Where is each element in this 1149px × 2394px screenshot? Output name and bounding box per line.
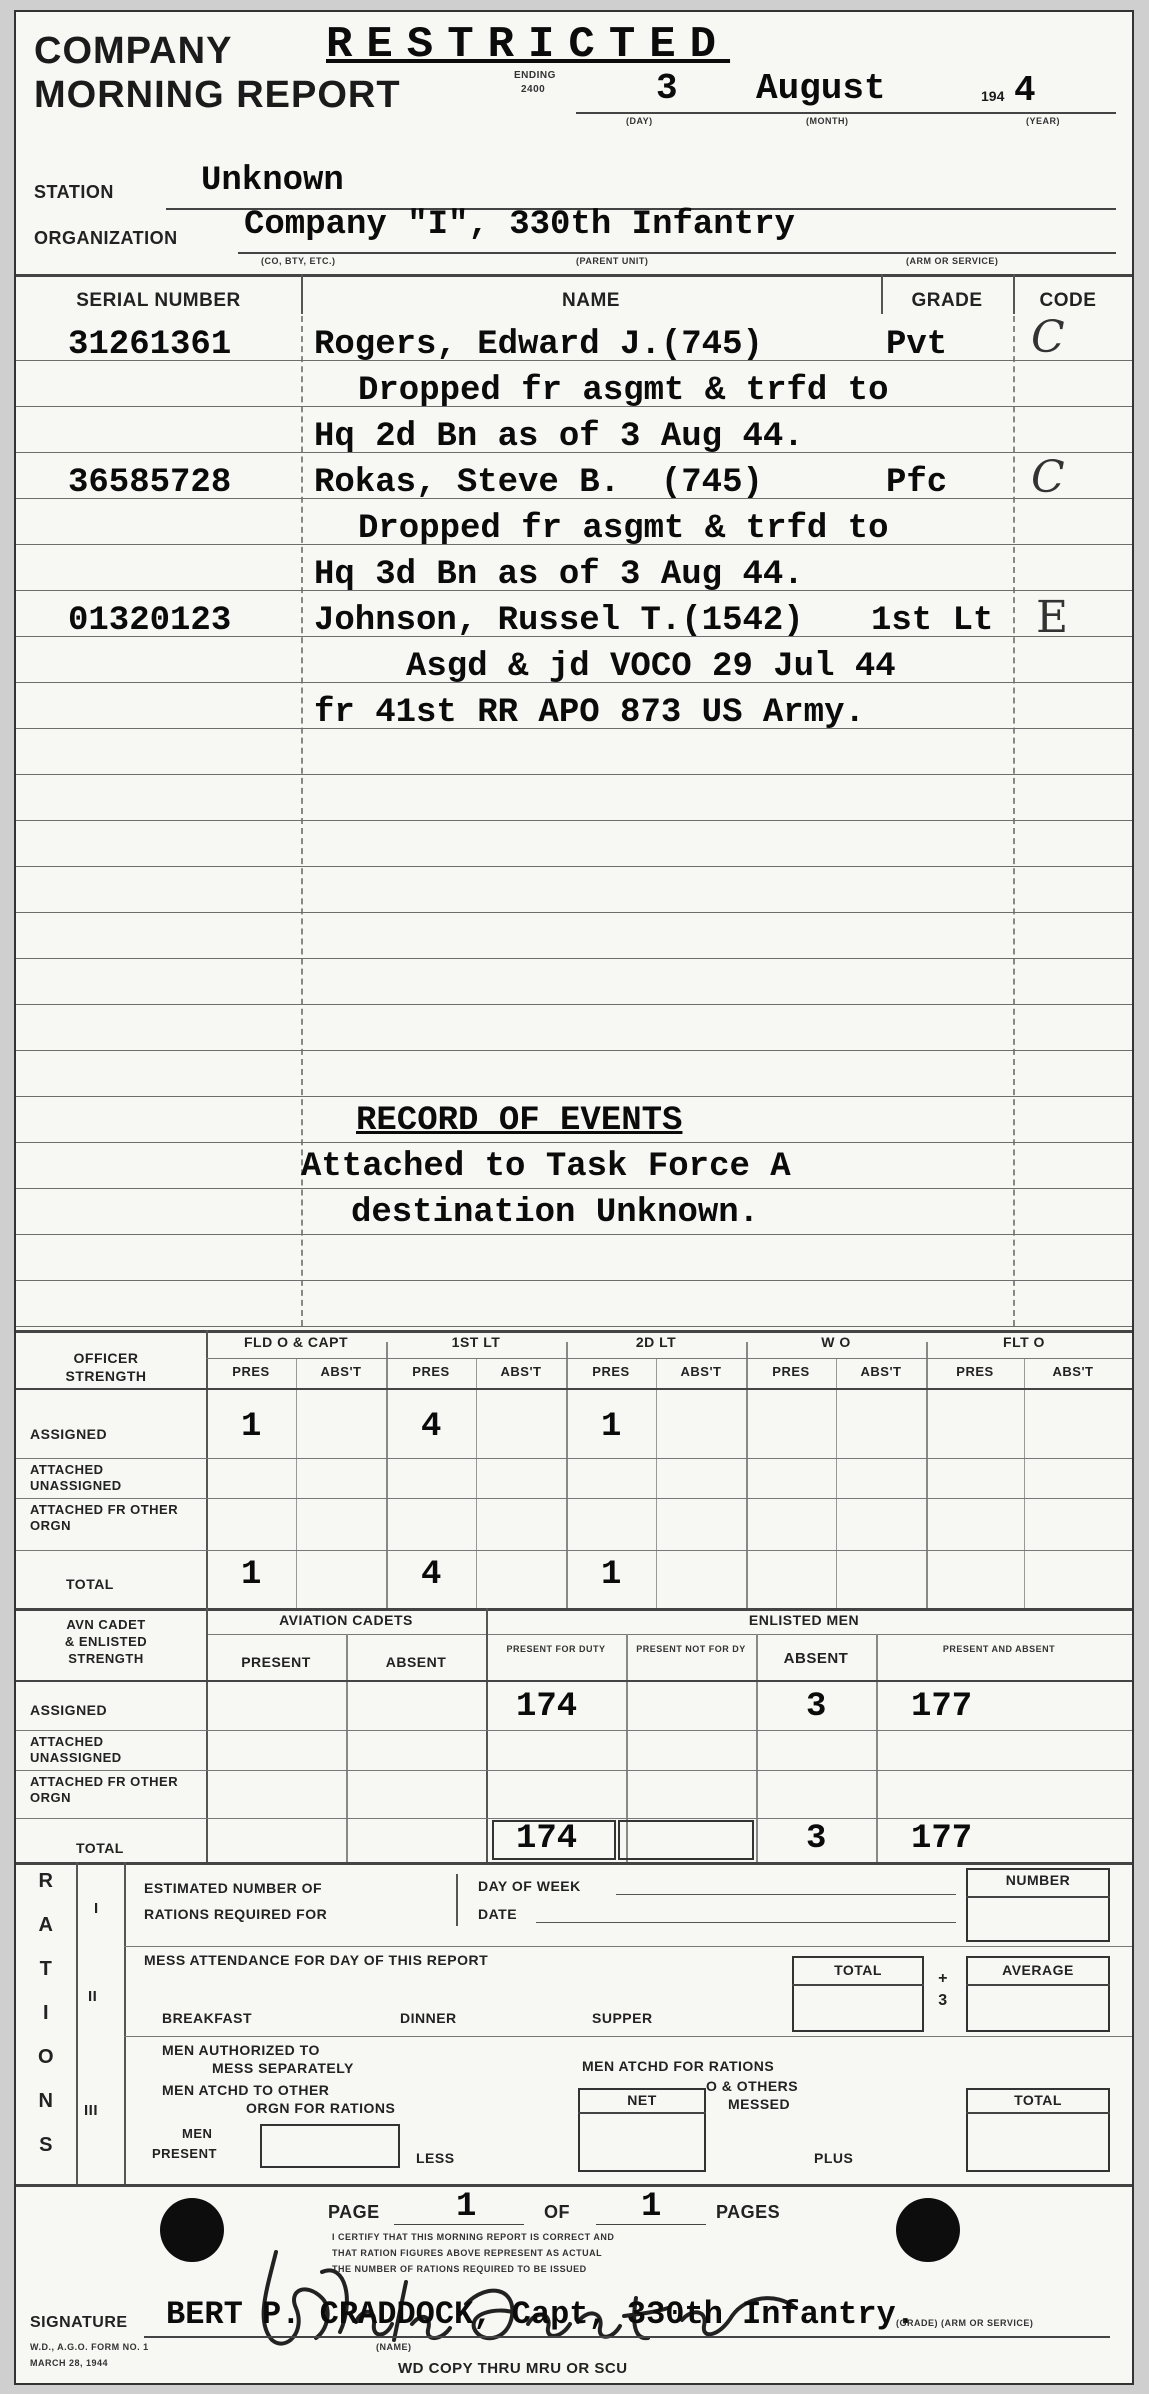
o-others-line-2: MESSED — [728, 2096, 791, 2112]
code-header: CODE — [1039, 290, 1097, 311]
entry-name-3: Johnson, Russel T.(1542) — [314, 602, 804, 640]
net-label: NET — [627, 2092, 657, 2108]
officer-mid-divider — [476, 1358, 477, 1608]
record-of-events-heading: RECORD OF EVENTS — [356, 1102, 683, 1140]
enlisted-row-attached-fr: ATTACHED FR OTHER ORGN — [30, 1774, 179, 1805]
pres-subheader: PRES — [412, 1364, 450, 1379]
certify-line-3: THE NUMBER OF RATIONS REQUIRED TO BE ISSUED — [332, 2264, 587, 2274]
o-others-line-1: O & OTHERS — [706, 2078, 799, 2094]
rations-side-letter: T — [39, 1958, 53, 1980]
rations-side-letter: N — [38, 2090, 54, 2112]
breakfast-label: BREAKFAST — [162, 2010, 253, 2026]
men-atchd-rations: MEN ATCHD FOR RATIONS — [582, 2058, 775, 2074]
enlisted-row-total: TOTAL — [76, 1840, 124, 1856]
present-not-for-duty-header: PRESENT NOT FOR DY — [636, 1644, 746, 1654]
ruled-line — [16, 1096, 1132, 1097]
classification-stamp: RESTRICTED — [326, 20, 731, 70]
officer-assigned-fld-pres: 1 — [241, 1408, 262, 1446]
signer-hint-grade: (GRADE) (ARM OR SERVICE) — [896, 2318, 1034, 2328]
month-hint: (MONTH) — [806, 116, 849, 126]
report-year-digit: 4 — [1014, 70, 1036, 111]
men-atchd-other-line-1: MEN ATCHD TO OTHER — [162, 2082, 330, 2098]
men-authorized-line-2: MESS SEPARATELY — [212, 2060, 354, 2076]
abst-subheader: ABS'T — [860, 1364, 902, 1379]
form-title-company: COMPANY — [34, 30, 233, 72]
officer-assigned-1lt-pres: 4 — [421, 1408, 442, 1446]
pres-subheader: PRES — [772, 1364, 810, 1379]
supper-label: SUPPER — [592, 2010, 653, 2026]
officer-assigned-2lt-pres: 1 — [601, 1408, 622, 1446]
ruled-line — [16, 1326, 1132, 1327]
enlisted-assigned-absent: 3 — [806, 1688, 827, 1726]
average-label: AVERAGE — [1002, 1962, 1074, 1978]
organization-label: ORGANIZATION — [34, 228, 178, 248]
year-hint: (YEAR) — [1026, 116, 1060, 126]
certify-line-2: THAT RATION FIGURES ABOVE REPRESENT AS ACTUAL — [332, 2248, 603, 2258]
day-hint: (DAY) — [626, 116, 653, 126]
entry-name-1: Rogers, Edward J.(745) — [314, 326, 763, 364]
of-number: 1 — [641, 2188, 662, 2226]
name-header: NAME — [562, 290, 620, 311]
aviation-cadets-header: AVIATION CADETS — [279, 1612, 413, 1628]
men-present-line-2: PRESENT — [152, 2146, 217, 2161]
officer-strength-label-1: OFFICER — [73, 1350, 139, 1366]
ruled-line — [16, 820, 1132, 821]
men-atchd-other-line-2: ORGN FOR RATIONS — [246, 2100, 396, 2116]
signer-hint-name: (NAME) — [376, 2342, 412, 2352]
enlisted-strength-label-3: STRENGTH — [68, 1651, 144, 1666]
entry-serial-2: 36585728 — [68, 464, 232, 502]
enlisted-row-assigned: ASSIGNED — [30, 1702, 108, 1718]
entry-grade-2: Pfc — [886, 464, 948, 502]
org-hint-arm: (ARM OR SERVICE) — [906, 256, 999, 266]
org-hint-parent: (PARENT UNIT) — [576, 256, 649, 266]
handwritten-signature — [236, 2212, 876, 2362]
officer-group-1st-lt: 1ST LT — [451, 1334, 501, 1350]
mess-total-label: TOTAL — [834, 1962, 882, 1978]
entry-remark-3a: Asgd & jd VOCO 29 Jul 44 — [406, 648, 896, 686]
report-month: August — [756, 68, 886, 109]
plus-label: PLUS — [814, 2150, 854, 2166]
certify-line-1: I CERTIFY THAT THIS MORNING REPORT IS CORRECT AND — [332, 2232, 615, 2242]
binder-hole-right — [896, 2198, 960, 2262]
enlisted-total-absent: 3 — [806, 1820, 827, 1858]
officer-mid-divider — [1024, 1358, 1025, 1608]
binder-hole-left — [160, 2198, 224, 2262]
pres-subheader: PRES — [592, 1364, 630, 1379]
officer-mid-divider — [296, 1358, 297, 1608]
officer-total-2lt-pres: 1 — [601, 1556, 622, 1594]
enlisted-strength-label-1: AVN CADET — [66, 1617, 146, 1632]
rations-section-3: III — [84, 2102, 99, 2119]
present-for-duty-header: PRESENT FOR DUTY — [506, 1644, 606, 1654]
enlisted-assigned-present-for-duty: 174 — [516, 1688, 578, 1726]
plus-sign: + — [938, 1970, 948, 1987]
organization-value: Company "I", 330th Infantry — [244, 206, 795, 244]
ruled-line — [16, 1280, 1132, 1281]
total-box-not-for-duty — [618, 1820, 754, 1860]
serial-number-header: SERIAL NUMBER — [76, 290, 241, 311]
org-hint-co: (CO, BTY, ETC.) — [261, 256, 336, 266]
divide-three: 3 — [938, 1992, 948, 2009]
enlisted-men-header: ENLISTED MEN — [748, 1612, 860, 1628]
entry-serial-1: 31261361 — [68, 326, 232, 364]
entry-code-1: C — [1031, 312, 1065, 363]
rations-side-letter: A — [38, 1914, 54, 1936]
page-label: PAGE — [328, 2202, 380, 2222]
rations-side-letter: O — [37, 2046, 55, 2068]
aviation-absent-header: ABSENT — [385, 1654, 447, 1670]
grade-header: GRADE — [911, 290, 983, 311]
form-date: MARCH 28, 1944 — [30, 2358, 109, 2368]
abst-subheader: ABS'T — [500, 1364, 542, 1379]
entry-grade-1: Pvt — [886, 326, 948, 364]
ending-time: 2400 — [521, 84, 546, 95]
entry-remark-1a: Dropped fr asgmt & trfd to — [358, 372, 889, 410]
officer-row-assigned: ASSIGNED — [30, 1426, 108, 1442]
estimated-line-1: ESTIMATED NUMBER OF — [144, 1880, 323, 1896]
entry-grade-3: 1st Lt — [871, 602, 994, 640]
mess-attendance-label: MESS ATTENDANCE FOR DAY OF THIS REPORT — [144, 1952, 489, 1968]
rations-section-2: II — [88, 1988, 98, 2005]
copy-note: WD COPY THRU MRU OR SCU — [398, 2360, 628, 2377]
officer-total-1lt-pres: 4 — [421, 1556, 442, 1594]
entry-remark-1b: Hq 2d Bn as of 3 Aug 44. — [314, 418, 804, 456]
ruled-line — [16, 1188, 1132, 1189]
abst-subheader: ABS'T — [320, 1364, 362, 1379]
ruled-line — [16, 1004, 1132, 1005]
officer-group-fld: FLD O & CAPT — [244, 1334, 348, 1350]
morning-report-card — [14, 10, 1134, 2385]
ruled-line — [16, 1234, 1132, 1235]
officer-row-total: TOTAL — [66, 1576, 114, 1592]
enlisted-strength-label-2: & ENLISTED — [64, 1634, 148, 1649]
pres-subheader: PRES — [956, 1364, 994, 1379]
officer-strength-label-2: STRENGTH — [65, 1368, 147, 1384]
officer-row-attached-unassigned: ATTACHED UNASSIGNED — [30, 1462, 122, 1493]
men-present-box — [260, 2124, 400, 2168]
enlisted-total-present-for-duty: 174 — [516, 1820, 578, 1858]
form-title-morning-report: MORNING REPORT — [34, 74, 401, 116]
aviation-present-header: PRESENT — [241, 1654, 311, 1670]
day-of-week-label: DAY OF WEEK — [478, 1878, 581, 1894]
entry-remark-2a: Dropped fr asgmt & trfd to — [358, 510, 889, 548]
report-day: 3 — [656, 68, 678, 109]
of-label: OF — [544, 2202, 570, 2222]
events-line-1: Attached to Task Force A — [301, 1148, 791, 1186]
entry-remark-3b: fr 41st RR APO 873 US Army. — [314, 694, 865, 732]
ruled-line — [16, 774, 1132, 775]
signature-label: SIGNATURE — [30, 2314, 128, 2331]
signer-name: BERT P. CRADDOCK, Capt, 330th Infantry. — [166, 2296, 915, 2333]
date-label: DATE — [478, 1906, 518, 1922]
enlisted-absent-header: ABSENT — [783, 1650, 849, 1667]
ending-label: ENDING — [514, 70, 556, 81]
men-authorized-line-1: MEN AUTHORIZED TO — [162, 2042, 320, 2058]
present-and-absent-header: PRESENT AND ABSENT — [942, 1644, 1056, 1654]
officer-group-wo: W O — [821, 1334, 851, 1350]
officer-group-flt-o: FLT O — [1003, 1334, 1045, 1350]
officer-total-fld-pres: 1 — [241, 1556, 262, 1594]
entry-name-2: Rokas, Steve B. (745) — [314, 464, 763, 502]
officer-row-attached-fr: ATTACHED FR OTHER ORGN — [30, 1502, 179, 1533]
form-number: W.D., A.G.O. FORM NO. 1 — [30, 2342, 149, 2352]
entry-serial-3: 01320123 — [68, 602, 232, 640]
enlisted-total-present-and-absent: 177 — [911, 1820, 973, 1858]
pages-label: PAGES — [716, 2202, 781, 2222]
ruled-line — [16, 1050, 1132, 1051]
rations-side-letter: I — [42, 2002, 50, 2024]
ruled-line — [16, 1142, 1132, 1143]
officer-group-2d-lt: 2D LT — [635, 1334, 677, 1350]
dinner-label: DINNER — [400, 2010, 457, 2026]
rations-side-letter: R — [38, 1870, 54, 1892]
men-present-line-1: MEN — [182, 2126, 213, 2141]
less-label: LESS — [416, 2150, 455, 2166]
station-value: Unknown — [201, 162, 344, 200]
officer-mid-divider — [656, 1358, 657, 1608]
abst-subheader: ABS'T — [680, 1364, 722, 1379]
events-line-2: destination Unknown. — [351, 1194, 760, 1232]
rations-section-1: I — [94, 1900, 99, 1917]
page-number: 1 — [456, 2188, 477, 2226]
entry-remark-2b: Hq 3d Bn as of 3 Aug 44. — [314, 556, 804, 594]
entry-code-2: C — [1031, 452, 1065, 503]
enlisted-row-attached-unassigned: ATTACHED UNASSIGNED — [30, 1734, 122, 1765]
estimated-line-2: RATIONS REQUIRED FOR — [144, 1906, 328, 1922]
ruled-line — [16, 958, 1132, 959]
rations-total-label: TOTAL — [1014, 2092, 1062, 2108]
rations-side-letter: S — [39, 2134, 53, 2156]
station-label: STATION — [34, 182, 114, 202]
pres-subheader: PRES — [232, 1364, 270, 1379]
officer-mid-divider — [836, 1358, 837, 1608]
entry-code-3: E — [1036, 592, 1069, 643]
enlisted-assigned-present-and-absent: 177 — [911, 1688, 973, 1726]
number-label: NUMBER — [1005, 1872, 1071, 1888]
ruled-line — [16, 866, 1132, 867]
report-year-prefix: 194 — [981, 88, 1005, 104]
abst-subheader: ABS'T — [1052, 1364, 1094, 1379]
ruled-line — [16, 912, 1132, 913]
